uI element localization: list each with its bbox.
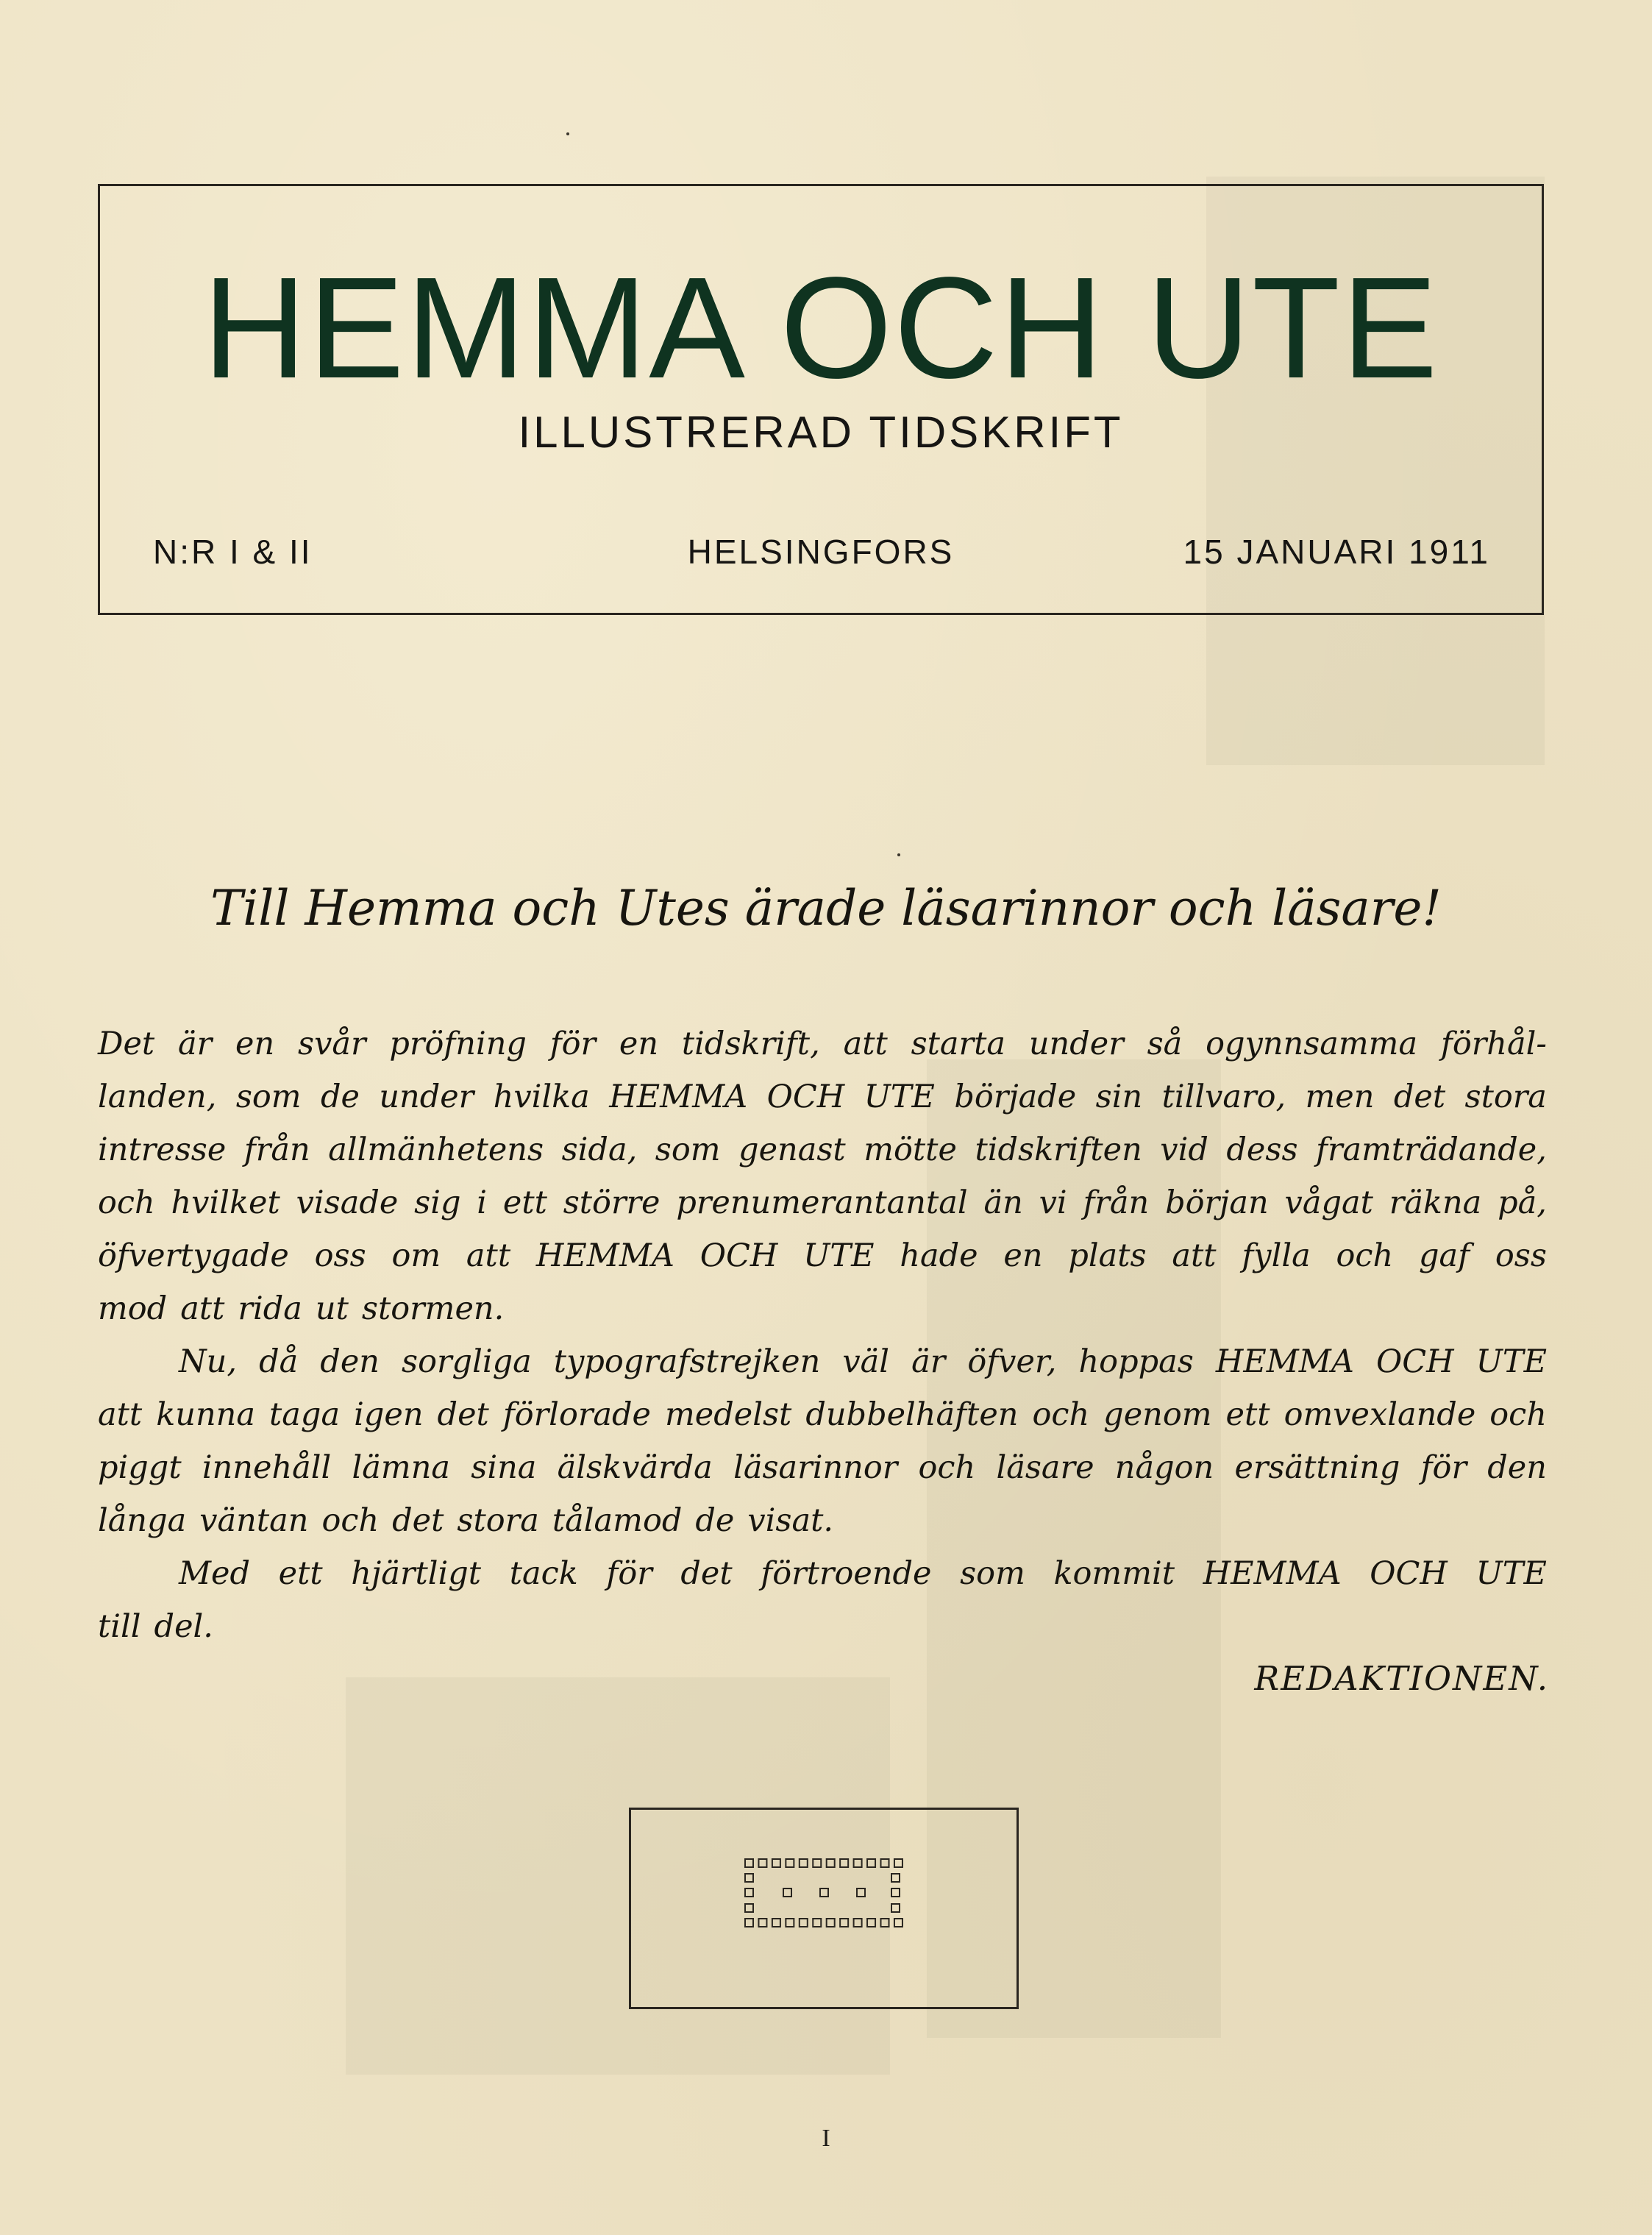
ornament-square (854, 1919, 862, 1927)
ornament-square (800, 1919, 808, 1927)
ornament-square (772, 1859, 780, 1867)
body-line: långa väntan och det stora tålamod de visat. (98, 1502, 834, 1539)
letter-heading: Till Hemma och Utes ärade läsarinnor och läsare! (210, 880, 1442, 937)
letter-body (98, 1017, 1547, 1653)
body-line: Det är en svår pröfning för en tidskrift, att starta under så ogynnsamma förhål- (98, 1026, 1547, 1062)
speck (566, 132, 569, 135)
square-border-ornament (631, 1810, 1017, 2007)
body-line: till del. (98, 1608, 213, 1645)
ornament-square (745, 1888, 753, 1897)
ornament-square (867, 1859, 875, 1867)
issue-date: 15 JANUARI 1911 (1183, 533, 1490, 571)
ornament-square (745, 1859, 753, 1867)
ornament-square (894, 1919, 902, 1927)
issue-number: N:R I & II (153, 533, 313, 571)
body-line: piggt innehåll lämna sina älskvärda läsarinnor och läsare någon ersättning för den (98, 1449, 1547, 1486)
masthead-frame (98, 184, 1544, 615)
masthead-info-row (100, 533, 1542, 570)
body-line: öfvertygade oss om att HEMMA OCH UTE hade en plats att fylla och gaf oss (98, 1237, 1547, 1274)
ornament-square (813, 1859, 821, 1867)
ornament-square (891, 1904, 900, 1912)
publication-city: HELSINGFORS (687, 533, 955, 571)
ornament-square (813, 1919, 821, 1927)
ornament-square (745, 1919, 753, 1927)
signature: REDAKTIONEN. (1254, 1659, 1549, 1698)
speck (897, 853, 900, 856)
body-line: Med ett hjärtligt tack för det förtroende som kommit HEMMA OCH UTE (179, 1555, 1547, 1592)
ornament-square (758, 1919, 766, 1927)
ornament-square (881, 1859, 889, 1867)
ornament-square (758, 1859, 766, 1867)
masthead-title: HEMMA OCH UTE (202, 247, 1439, 408)
body-line: att kunna taga igen det förlorade medelst dubbelhäften och genom ett omvexlande och (98, 1396, 1547, 1433)
ornament-square (867, 1919, 875, 1927)
ornament-square (827, 1919, 835, 1927)
body-line: Nu, då den sorgliga typografstrejken väl är öfver, hoppas HEMMA OCH UTE (179, 1343, 1547, 1380)
ornament-square (745, 1904, 753, 1912)
ornament-square (840, 1859, 848, 1867)
ornament-square (894, 1859, 902, 1867)
masthead-subtitle: ILLUSTRERAD TIDSKRIFT (518, 408, 1124, 457)
body-line: och hvilket visade sig i ett större prenumerantantal än vi från början vågat räkna på, (98, 1184, 1547, 1221)
ornament-square (783, 1888, 791, 1897)
ornament-square (827, 1859, 835, 1867)
ornament-square (840, 1919, 848, 1927)
ornament-square (891, 1888, 900, 1897)
ornament-frame (629, 1808, 1019, 2009)
ornament-square (800, 1859, 808, 1867)
ornament-square (820, 1888, 828, 1897)
body-line: mod att rida ut stormen. (98, 1290, 505, 1327)
page-number: I (822, 2125, 830, 2152)
ornament-square (772, 1919, 780, 1927)
ornament-square (891, 1874, 900, 1882)
ornament-square (786, 1859, 794, 1867)
ornament-square (745, 1874, 753, 1882)
ornament-square (857, 1888, 865, 1897)
body-line: intresse från allmänhetens sida, som genast mötte tidskriften vid dess framträdande, (98, 1131, 1547, 1168)
ornament-square (786, 1919, 794, 1927)
body-line: landen, som de under hvilka HEMMA OCH UTE började sin tillvaro, men det stora (98, 1079, 1547, 1115)
ornament-square (881, 1919, 889, 1927)
ornament-square (854, 1859, 862, 1867)
